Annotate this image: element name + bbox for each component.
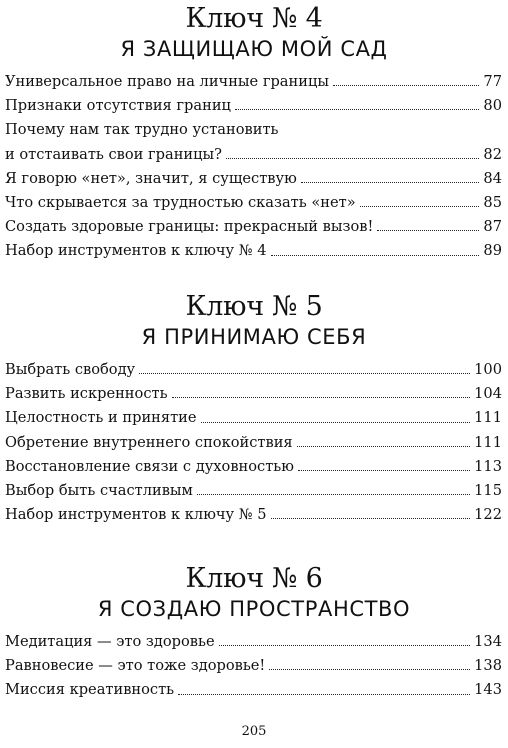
toc-entry-title: Я говорю «нет», значит, я существую [5,169,297,187]
toc-entry-title: Набор инструментов к ключу № 5 [5,506,267,524]
toc-entry-title: Миссия креативность [5,681,175,699]
toc-list [0,70,508,264]
key-title: Ключ № 4 [185,3,323,34]
page-number: 205 [241,724,267,739]
toc-entry-page: 82 [483,145,502,163]
toc-entry[interactable] [5,654,502,678]
leader-dots [298,470,470,471]
toc-entry-page: 104 [474,385,502,403]
toc-entry-title: Выбор быть счастливым [5,482,193,500]
toc-entry-title: Обретение внутреннего спокойствия [5,433,293,451]
toc-entry-title: Восстановление связи с духовностью [5,457,294,475]
toc-entry-title: Набор инструментов к ключу № 4 [5,242,267,260]
toc-entry-title-line2: и отстаивать свои границы? [5,145,222,163]
toc-entry-page: 100 [474,361,502,378]
toc-entry[interactable] [5,70,502,94]
key-title: Ключ № 6 [185,563,323,594]
leader-dots [269,669,470,670]
toc-entry-title: Универсальное право на личные границы [5,73,329,90]
key-subtitle: Я СОЗДАЮ ПРОСТРАНСТВО [97,597,411,621]
key-subtitle: Я ПРИНИМАЮ СЕБЯ [141,325,367,349]
leader-dots [360,206,480,207]
toc-entry-page: 115 [474,482,502,500]
toc-entry[interactable] [5,382,502,406]
toc-entry[interactable] [5,239,502,263]
toc-entry-page: 122 [474,506,502,524]
toc-list [0,358,508,527]
toc-entry[interactable] [5,479,502,503]
toc-entry-title: Медитация — это здоровье [5,633,215,650]
toc-section-key-6 [0,564,508,703]
toc-entry-title-line1: Почему нам так трудно установить [5,121,279,139]
toc-entry-page: 77 [483,73,502,90]
leader-dots [377,230,479,231]
toc-entry[interactable] [5,167,502,191]
leader-dots [197,494,470,495]
toc-entry-page: 138 [474,657,502,675]
toc-entry-title: Равновесие — это тоже здоровье! [5,657,266,675]
toc-section-key-4 [0,4,508,264]
leader-dots [301,182,480,183]
toc-entry-page: 113 [474,457,502,475]
toc-entry-page: 134 [474,633,502,650]
leader-dots [178,694,470,695]
toc-entry[interactable] [5,630,502,654]
key-subtitle: Я ЗАЩИЩАЮ МОЙ САД [120,37,388,61]
toc-entry-page: 87 [483,218,502,236]
leader-dots [297,446,471,447]
toc-entry-page: 84 [483,169,502,187]
toc-entry[interactable] [5,455,502,479]
toc-section-key-5 [0,292,508,527]
toc-entry-page: 143 [474,681,502,699]
leader-dots [226,158,479,159]
toc-entry[interactable] [5,503,502,527]
toc-entry[interactable] [5,431,502,455]
toc-entry[interactable] [5,406,502,430]
toc-entry-page: 85 [483,194,502,212]
toc-entry-page: 111 [474,409,502,427]
leader-dots [219,645,471,646]
toc-entry-page: 80 [483,97,502,115]
leader-dots [271,518,471,519]
toc-entry-title: Выбрать свободу [5,361,136,378]
toc-entry-page: 111 [474,433,502,451]
toc-entry[interactable] [5,358,502,382]
toc-entry-title-row2 [5,143,502,167]
toc-entry-title: Развить искренность [5,385,168,403]
toc-entry[interactable] [5,678,502,702]
key-title: Ключ № 5 [185,291,323,322]
toc-list [0,630,508,703]
toc-entry[interactable] [5,191,502,215]
toc-entry[interactable] [5,215,502,239]
leader-dots [235,109,479,110]
toc-entry-title: Что скрывается за трудностью сказать «нет» [5,194,356,212]
toc-entry[interactable] [5,118,502,166]
toc-entry-page: 89 [483,242,502,260]
leader-dots [333,85,479,86]
toc-entry-title: Целостность и принятие [5,409,197,427]
leader-dots [201,422,471,423]
leader-dots [271,255,480,256]
leader-dots [172,397,471,398]
leader-dots [139,373,470,374]
toc-entry-title: Создать здоровые границы: прекрасный вызов! [5,218,374,236]
toc-entry-title: Признаки отсутствия границ [5,97,231,115]
toc-entry[interactable] [5,94,502,118]
